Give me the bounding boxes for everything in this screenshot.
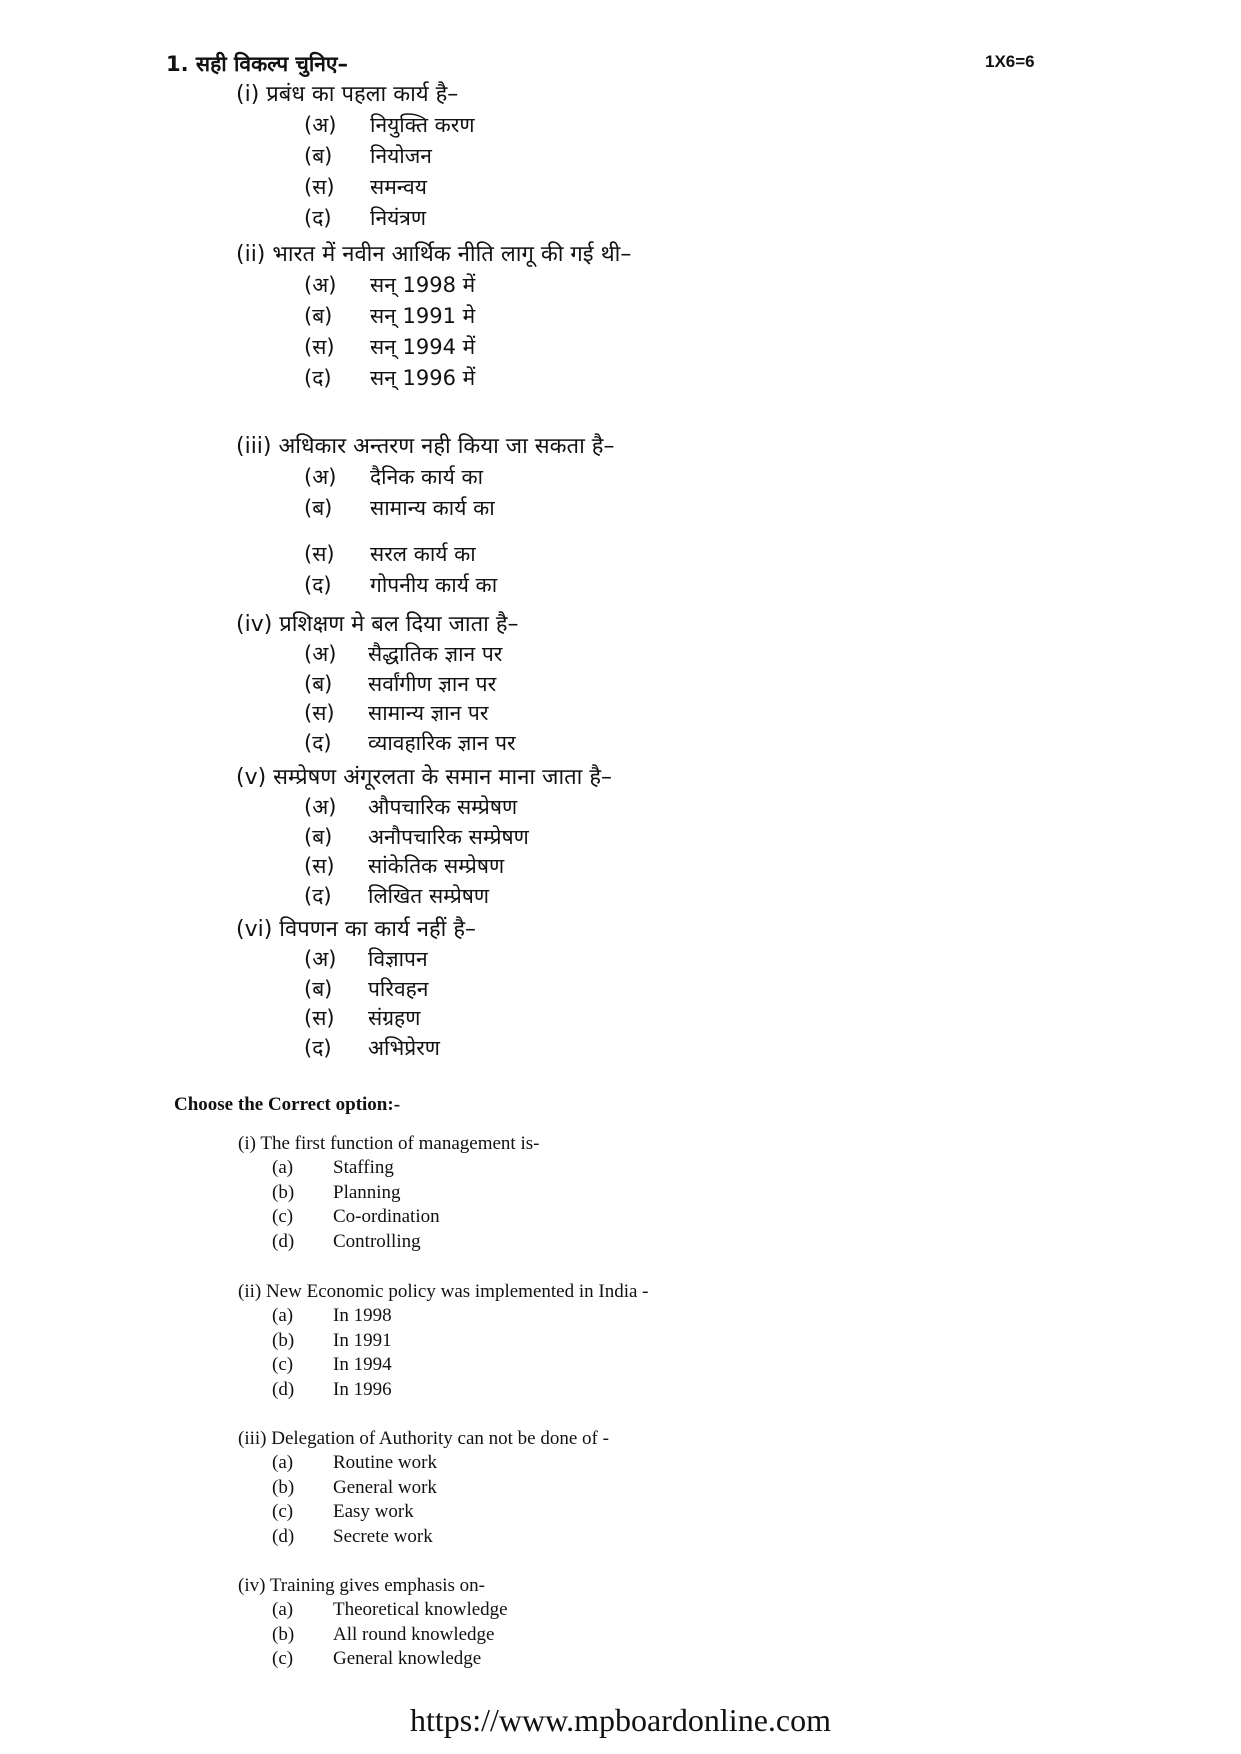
question-text: (ii) भारत में नवीन आर्थिक नीति लागू की गई थी– bbox=[236, 242, 632, 267]
option: (c) Co-ordination bbox=[272, 1206, 440, 1227]
marks-label: 1X6=6 bbox=[985, 52, 1035, 71]
option: (स) सरल कार्य का bbox=[304, 542, 476, 566]
question-text: (i) प्रबंध का पहला कार्य है– bbox=[236, 82, 459, 107]
option: (द) नियंत्रण bbox=[304, 206, 427, 230]
option: (ब) अनौपचारिक सम्प्रेषण bbox=[304, 824, 529, 849]
option: (स) सामान्य ज्ञान पर bbox=[304, 701, 489, 725]
option: (b) Planning bbox=[272, 1181, 401, 1203]
option: (b) All round knowledge bbox=[272, 1623, 495, 1645]
option: (b) In 1991 bbox=[272, 1329, 392, 1351]
option: (ब) सामान्य कार्य का bbox=[304, 496, 495, 520]
website-footer: https://www.mpboardonline.com bbox=[410, 1702, 831, 1738]
option: (c) General knowledge bbox=[272, 1648, 482, 1669]
hindi-question-4 bbox=[236, 610, 1096, 758]
option: (अ) औपचारिक सम्प्रेषण bbox=[304, 795, 518, 819]
option: (स) सन् 1994 में bbox=[304, 335, 476, 359]
option: (c) Easy work bbox=[272, 1501, 414, 1522]
question-text: (vi) विपणन का कार्य नहीं है– bbox=[236, 917, 477, 942]
option: (b) General work bbox=[272, 1476, 437, 1498]
option: (d) Secrete work bbox=[272, 1525, 433, 1547]
option: (द) गोपनीय कार्य का bbox=[304, 573, 498, 597]
option: (द) अभिप्रेरण bbox=[304, 1035, 440, 1060]
option: (स) संग्रहण bbox=[304, 1006, 421, 1030]
option: (a) In 1998 bbox=[272, 1305, 392, 1326]
hindi-question-5 bbox=[236, 763, 1096, 911]
hindi-question-6 bbox=[236, 915, 1096, 1063]
option: (द) लिखित सम्प्रेषण bbox=[304, 883, 490, 908]
option: (अ) सैद्धातिक ज्ञान पर bbox=[304, 642, 503, 666]
hindi-question-2 bbox=[236, 240, 1096, 394]
option: (अ) सन् 1998 में bbox=[304, 273, 476, 297]
question-text: (iii) Delegation of Authority can not be done of - bbox=[238, 1428, 609, 1449]
option: (ब) सर्वांगीण ज्ञान पर bbox=[304, 671, 497, 696]
option: (अ) विज्ञापन bbox=[304, 947, 428, 971]
question-text: (i) The first function of management is- bbox=[238, 1133, 540, 1154]
option: (अ) दैनिक कार्य का bbox=[304, 465, 484, 489]
option: (ब) सन् 1991 मे bbox=[304, 304, 476, 328]
option: (d) In 1996 bbox=[272, 1378, 392, 1400]
option: (ब) परिवहन bbox=[304, 976, 429, 1001]
question-text: (iv) Training gives emphasis on- bbox=[238, 1575, 485, 1596]
option: (c) In 1994 bbox=[272, 1354, 392, 1375]
question-text: (iii) अधिकार अन्तरण नही किया जा सकता है– bbox=[236, 434, 615, 459]
option: (ब) नियोजन bbox=[304, 144, 432, 168]
option: (द) सन् 1996 में bbox=[304, 366, 476, 390]
hindi-section-heading: 1. सही विकल्प चुनिए– bbox=[166, 52, 349, 76]
english-section-heading: Choose the Correct option:- bbox=[174, 1094, 401, 1115]
option: (स) समन्वय bbox=[304, 175, 427, 199]
option: (a) Routine work bbox=[272, 1452, 437, 1473]
english-question-2 bbox=[238, 1280, 938, 1402]
option: (स) सांकेतिक सम्प्रेषण bbox=[304, 854, 505, 878]
option: (a) Theoretical knowledge bbox=[272, 1599, 508, 1620]
question-text: (iv) प्रशिक्षण मे बल दिया जाता है– bbox=[236, 612, 519, 637]
option: (a) Staffing bbox=[272, 1157, 394, 1178]
english-question-1 bbox=[238, 1132, 938, 1254]
question-text: (v) सम्प्रेषण अंगूरलता के समान माना जाता है– bbox=[236, 765, 613, 790]
hindi-question-3 bbox=[236, 432, 1096, 601]
option: (द) व्यावहारिक ज्ञान पर bbox=[304, 730, 516, 755]
english-question-4 bbox=[238, 1574, 938, 1672]
english-question-3 bbox=[238, 1427, 938, 1549]
question-text: (ii) New Economic policy was implemented in India - bbox=[238, 1281, 649, 1302]
option: (अ) नियुक्ति करण bbox=[304, 113, 475, 137]
option: (d) Controlling bbox=[272, 1230, 421, 1252]
hindi-question-1 bbox=[236, 80, 1096, 234]
